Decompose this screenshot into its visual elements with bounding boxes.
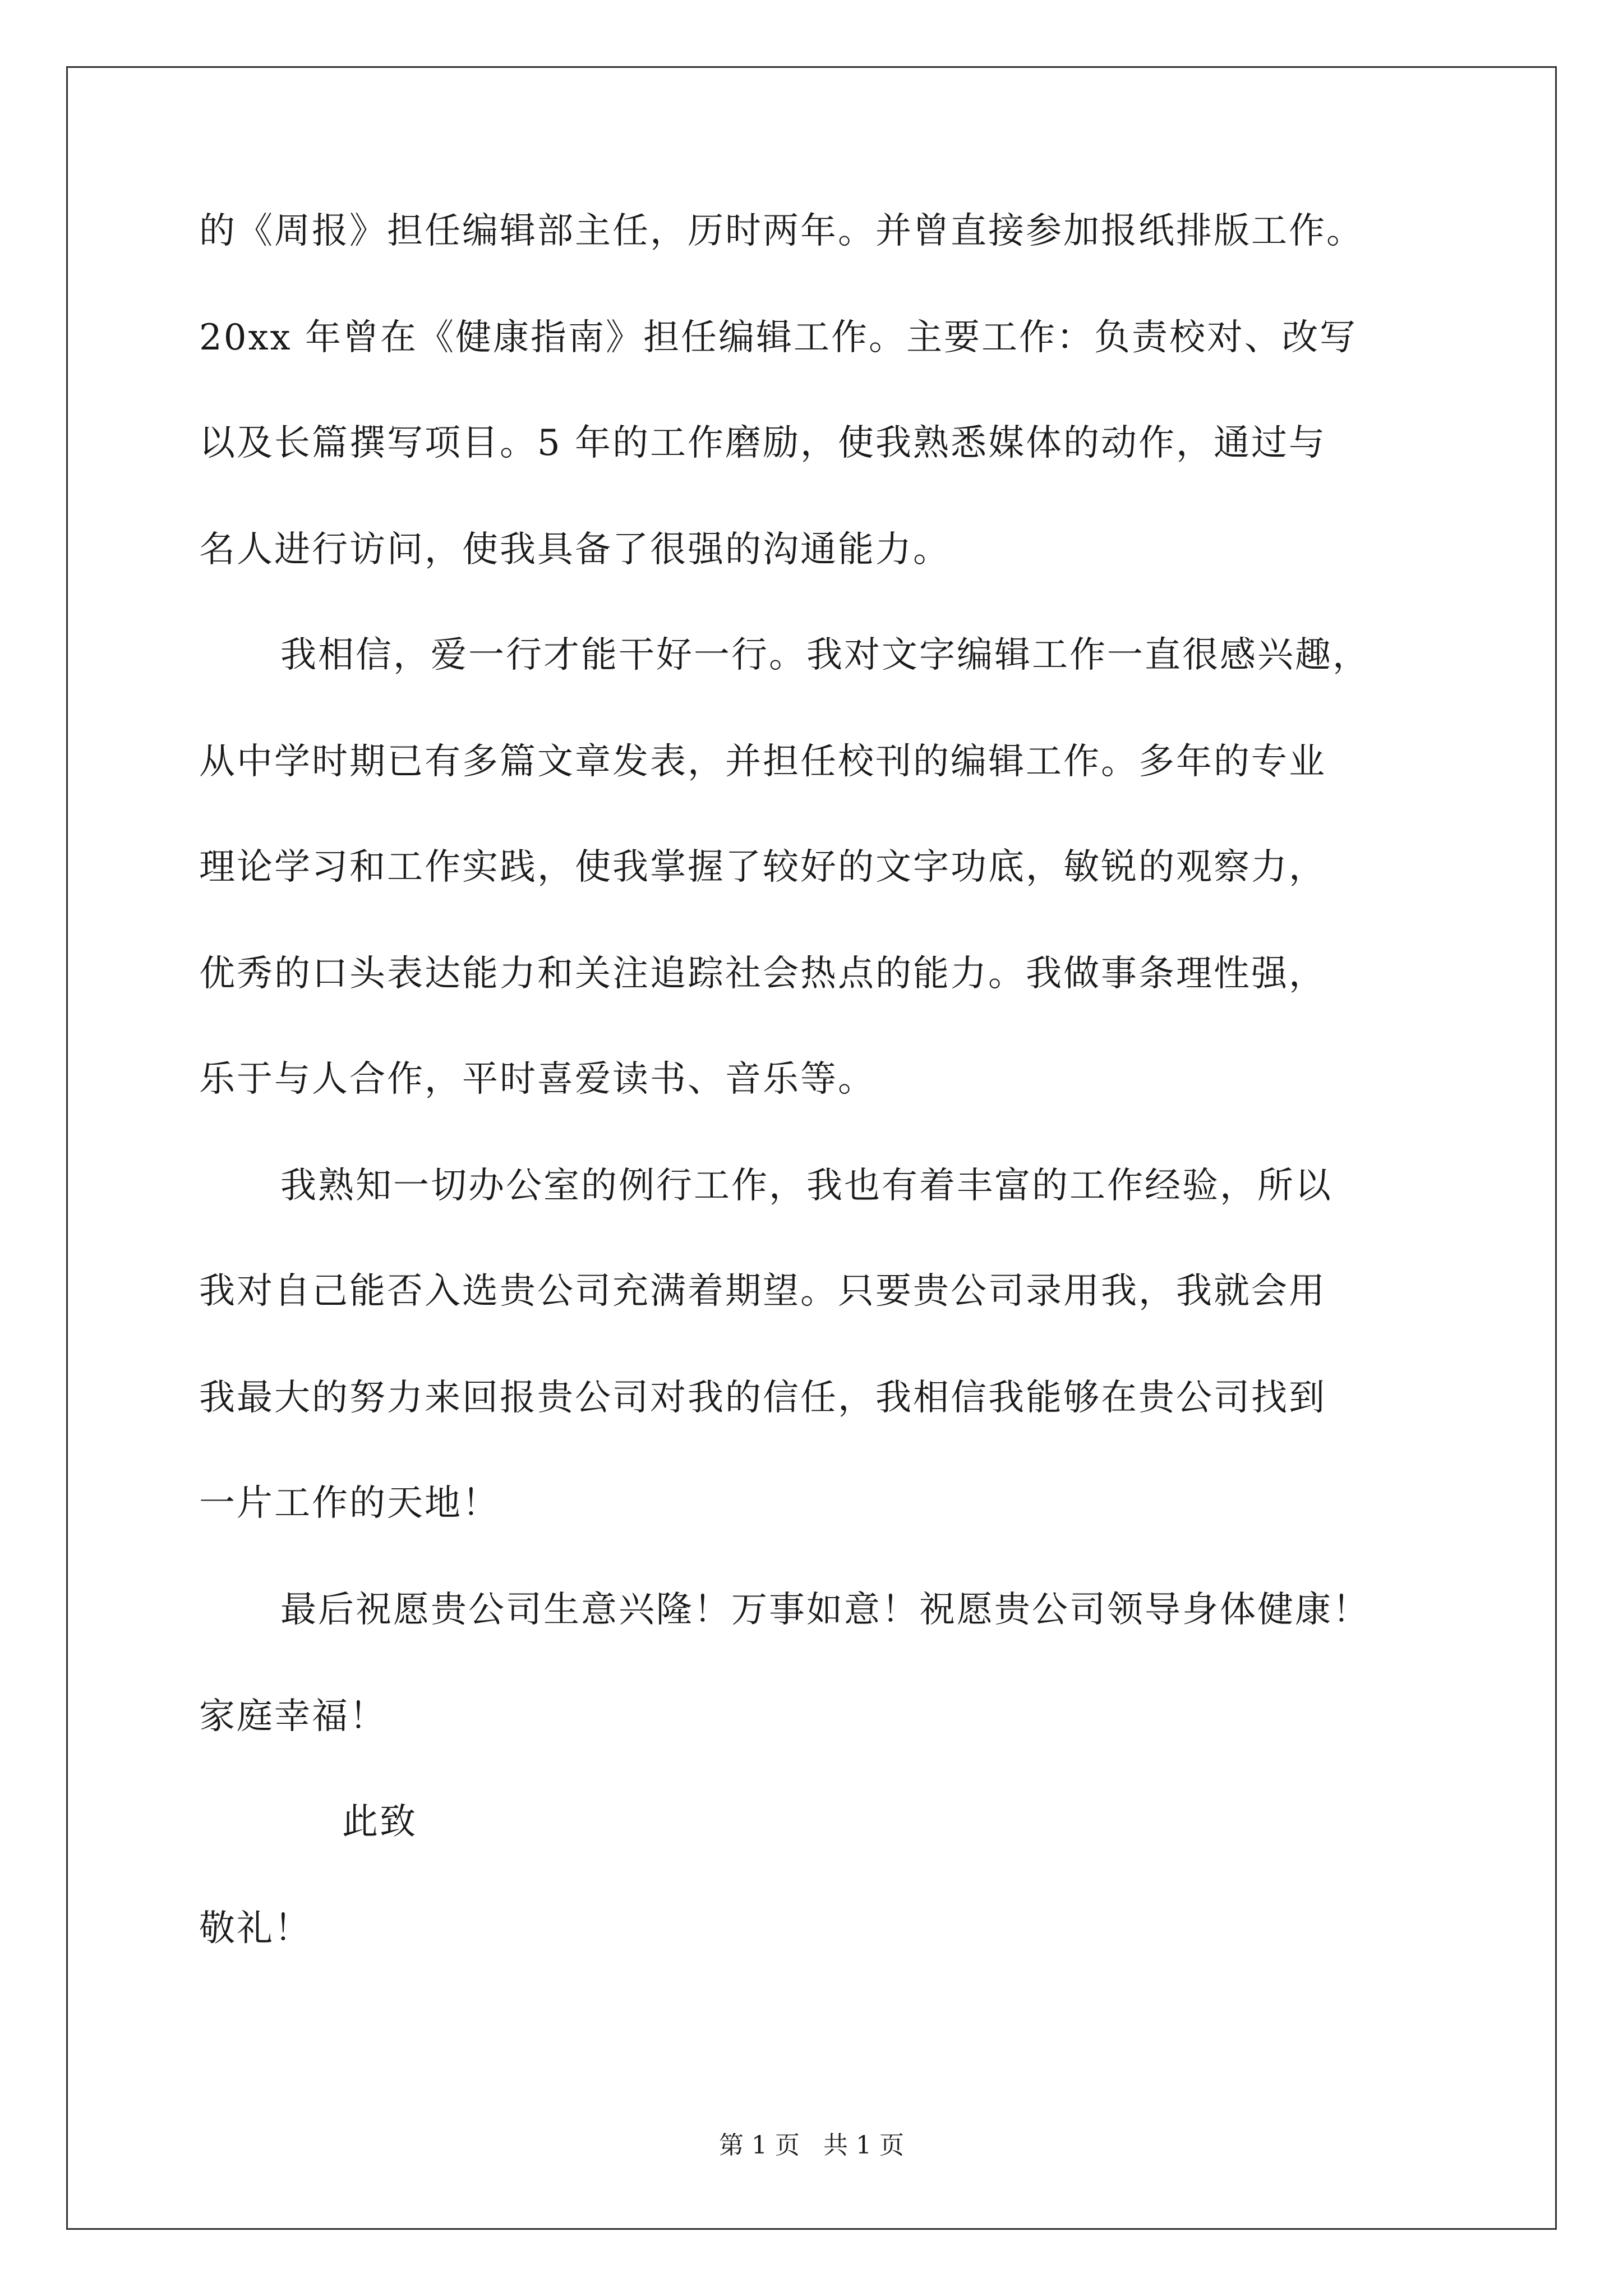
closing-salutation: 此致	[342, 1801, 417, 1843]
paragraph-first-line: 我相信，爱一行才能干好一行。我对文字编辑工作一直很感兴趣，	[280, 634, 1370, 676]
body-text-line: 我最大的努力来回报贵公司对我的信任，我相信我能够在贵公司找到	[199, 1377, 1326, 1419]
body-text-line: 我对自己能否入选贵公司充满着期望。只要贵公司录用我，我就会用	[199, 1271, 1326, 1312]
body-text-line: 名人进行访问，使我具备了很强的沟通能力。	[199, 529, 951, 570]
paragraph-first-line: 最后祝愿贵公司生意兴隆！万事如意！祝愿贵公司领导身体健康！	[280, 1589, 1370, 1631]
paragraph-first-line: 我熟知一切办公室的例行工作，我也有着丰富的工作经验，所以	[280, 1165, 1332, 1207]
body-text-line: 从中学时期已有多篇文章发表，并担任校刊的编辑工作。多年的专业	[199, 741, 1326, 783]
closing-regards: 敬礼！	[199, 1908, 312, 1949]
body-text-line: 家庭幸福！	[199, 1696, 387, 1737]
body-text-line: 优秀的口头表达能力和关注追踪社会热点的能力。我做事条理性强，	[199, 953, 1326, 995]
body-text-line: 以及长篇撰写项目。5 年的工作磨励，使我熟悉媒体的动作，通过与	[199, 422, 1327, 464]
body-text-line: 乐于与人合作，平时喜爱读书、音乐等。	[199, 1059, 875, 1100]
body-text-line: 一片工作的天地！	[199, 1483, 500, 1524]
page-footer: 第 1 页 共 1 页	[719, 2131, 904, 2160]
body-text-line: 20xx 年曾在《健康指南》担任编辑工作。主要工作：负责校对、改写	[199, 317, 1357, 358]
body-text-line: 理论学习和工作实践，使我掌握了较好的文字功底，敏锐的观察力，	[199, 846, 1326, 888]
body-text-line: 的《周报》担任编辑部主任，历时两年。并曾直接参加报纸排版工作。	[199, 210, 1364, 252]
